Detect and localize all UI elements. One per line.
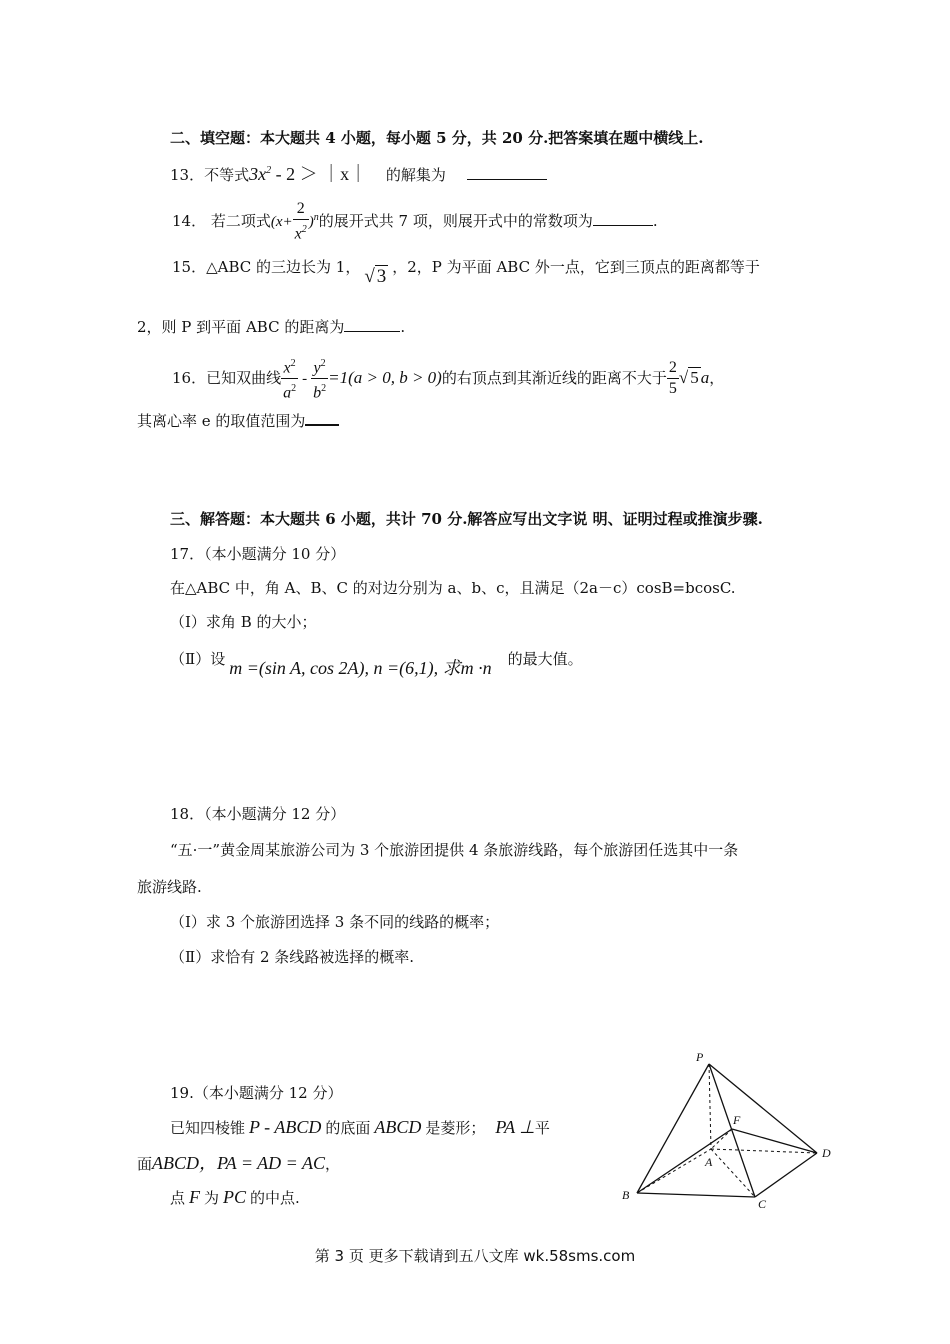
q14-paren-open: (x+ — [270, 214, 293, 230]
q16-frac-x: $\frac{x^2}{a^2}$ — [281, 354, 298, 404]
q16-frac-y: $\frac{y^2}{b^2}$ — [311, 354, 328, 404]
q17-title: 17．（本小题满分 10 分） — [170, 545, 346, 563]
q19-line-2: 面ABCD，PA = AD = AC， — [137, 1153, 341, 1173]
label-B: B — [622, 1188, 630, 1202]
label-C: C — [758, 1197, 767, 1211]
q16-sqrt5: √ 5 — [678, 367, 699, 387]
q13-number: 13．不等式 — [170, 166, 250, 184]
question-16-line-2: 其离心率 e 的取值范围为 — [137, 410, 339, 432]
q16-answer-blank — [305, 424, 339, 426]
q18-stem-1: “五·一”黄金周某旅游公司为 3 个旅游团提供 4 条旅游线路，每个旅游团任选其中一条 — [170, 841, 739, 859]
q15-answer-blank — [344, 331, 400, 332]
label-P: P — [696, 1050, 704, 1064]
q13-tail: 的解集为 — [385, 166, 446, 184]
label-A: A — [705, 1155, 713, 1169]
q18-part-1: （Ⅰ）求 3 个旅游团选择 3 条不同的线路的概率； — [170, 913, 500, 931]
q18-title: 18．（本小题满分 12 分） — [170, 805, 346, 823]
q17-vector-expr: m =(sin A, cos 2A), n =(6,1), 求m ·n — [229, 658, 492, 678]
section-3-heading: 三、解答题：本大题共 6 小题，共计 70 分.解答应写出文字说 明、证明过程或推演步骤. — [170, 510, 763, 528]
question-14: 14． 若二项式(x+ $\frac{2}{x^2}$ )$^n$的展开式共 7 项，则展开式中的常数项为 . — [172, 200, 658, 243]
q14-tail: 的展开式共 7 项，则展开式中的常数项为 — [318, 212, 593, 230]
q14-exponent: n — [313, 212, 319, 223]
question-13 — [170, 160, 547, 186]
page-footer: 第 3 页 更多下载请到五八文库 wk.58sms.com — [314, 1247, 636, 1265]
question-16-line-1: 16．已知双曲线 $\frac{x^2}{a^2}$ - $\frac{y^2}{b^2}$ =1(a > 0, b > 0)的右顶点到其渐近线的距离不大于 $\frac{2}{5}$ √ 5 a， — [172, 354, 724, 404]
q14-fraction: $\frac{2}{x^2}$ — [294, 200, 307, 243]
q13-expr: $3x^2 - 2$ ＞ ｜x｜ — [249, 164, 368, 184]
q15-sqrt: √ 3 — [364, 266, 387, 287]
q18-part-2: （Ⅱ）求恰有 2 条线路被选择的概率. — [170, 948, 415, 966]
q14-answer-blank — [593, 225, 653, 226]
question-15-line-2: 2，则 P 到平面 ABC 的距离为 . — [137, 318, 406, 336]
q19-line-3: 点 F 为 PC 的中点. — [170, 1187, 300, 1207]
q19-line-1: 已知四棱锥 P - ABCD 的底面 ABCD 是菱形； PA ⊥平 — [170, 1117, 550, 1137]
q16-frac-2-5: $\frac{2}{5}$ — [668, 359, 677, 398]
q14-number: 14． 若二项式 — [172, 212, 271, 230]
q17-part-2: （Ⅱ）设 m =(sin A, cos 2A), n =(6,1), 求m ·n 的最大值。 — [170, 650, 583, 678]
section-2-heading: 二、填空题：本大题共 4 小题，每小题 5 分，共 20 分.把答案填在题中横线上. — [170, 129, 704, 147]
q13-answer-blank — [467, 179, 547, 180]
label-D: D — [822, 1146, 831, 1160]
question-15-line-1: 15．△ABC 的三边长为 1， √ 3 ，2，P 为平面 ABC 外一点，它到三顶点的距离都等于 — [172, 258, 760, 287]
q17-stem: 在△ABC 中，角 A、B、C 的对边分别为 a、b、c，且满足（2a－c）cosB=bcosC. — [170, 579, 736, 597]
pyramid-figure — [610, 1045, 840, 1215]
q17-part-1: （Ⅰ）求角 B 的大小； — [170, 613, 317, 631]
q18-stem-2: 旅游线路. — [137, 878, 202, 896]
q19-title: 19.（本小题满分 12 分） — [170, 1084, 343, 1102]
q16-condition: =1(a > 0, b > 0) — [328, 367, 442, 387]
label-F: F — [733, 1113, 741, 1127]
